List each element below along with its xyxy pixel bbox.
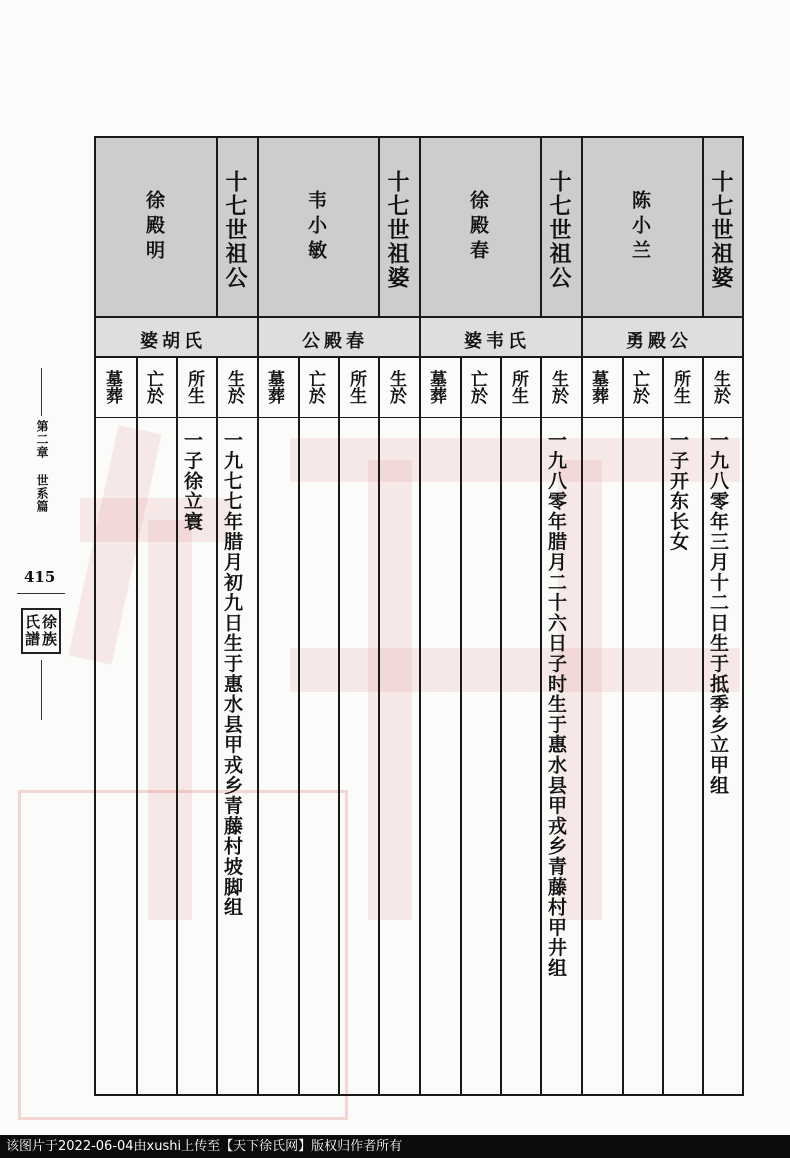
children-text: 一子徐立寰 xyxy=(181,430,203,532)
field-divider xyxy=(702,358,704,1094)
label-children: 所生 xyxy=(508,370,528,404)
label-buried: 墓葬 xyxy=(264,370,284,404)
side-rule-top xyxy=(41,368,42,416)
label-died: 亡於 xyxy=(467,370,487,404)
column-divider xyxy=(419,138,421,1094)
spouse-label: 勇殿公 xyxy=(626,331,692,352)
column-divider xyxy=(257,138,259,1094)
label-buried: 墓葬 xyxy=(588,370,608,404)
label-buried: 墓葬 xyxy=(426,370,446,404)
generation-title: 十七世祖公 xyxy=(546,170,571,290)
field-divider xyxy=(298,358,300,1094)
page-number: 415 xyxy=(24,568,56,586)
label-born: 生於 xyxy=(710,370,730,404)
field-divider xyxy=(378,358,380,1094)
label-buried: 墓葬 xyxy=(102,370,122,404)
spouse-label: 公殿春 xyxy=(302,331,368,352)
field-divider xyxy=(500,358,502,1094)
field-divider xyxy=(136,358,138,1094)
spouse-label: 婆胡氏 xyxy=(140,331,206,352)
field-divider xyxy=(216,358,218,1094)
header-divider xyxy=(540,138,542,318)
chapter-label: 第二章 世系篇 xyxy=(35,420,49,513)
label-born: 生於 xyxy=(548,370,568,404)
spouse-label: 婆韦氏 xyxy=(464,331,530,352)
column-divider xyxy=(581,138,583,1094)
field-divider xyxy=(622,358,624,1094)
born-text: 一九七七年腊月初九日生于惠水县甲戎乡青藤村坡脚组 xyxy=(221,430,243,918)
person-name: 徐殿春 xyxy=(467,190,489,265)
upload-notice: 该图片于2022-06-04由xushi上传至【天下徐氏网】版权归作者所有 xyxy=(0,1135,790,1158)
label-born: 生於 xyxy=(386,370,406,404)
side-rule-bottom xyxy=(41,660,42,720)
genealogy-logo: 氏 徐 譜 族 xyxy=(21,608,61,654)
generation-title: 十七世祖婆 xyxy=(384,170,409,290)
label-died: 亡於 xyxy=(629,370,649,404)
person-name: 韦小敏 xyxy=(305,190,327,265)
label-children: 所生 xyxy=(346,370,366,404)
label-children: 所生 xyxy=(670,370,690,404)
generation-title: 十七世祖公 xyxy=(222,170,247,290)
children-text: 一子开东长女 xyxy=(667,430,689,552)
label-died: 亡於 xyxy=(143,370,163,404)
generation-title: 十七世祖婆 xyxy=(708,170,733,290)
field-divider xyxy=(662,358,664,1094)
person-name: 徐殿明 xyxy=(143,190,165,265)
born-text: 一九八零年腊月二十六日子时生于惠水县甲戎乡青藤村甲井组 xyxy=(545,430,567,979)
field-divider xyxy=(540,358,542,1094)
genealogy-table xyxy=(94,136,744,1096)
header-divider xyxy=(378,138,380,318)
field-divider xyxy=(338,358,340,1094)
born-text: 一九八零年三月十二日生于抵季乡立甲组 xyxy=(707,430,729,796)
label-born: 生於 xyxy=(224,370,244,404)
person-name: 陈小兰 xyxy=(629,190,651,265)
side-divider xyxy=(17,593,65,594)
label-children: 所生 xyxy=(184,370,204,404)
header-divider xyxy=(702,138,704,318)
header-divider xyxy=(216,138,218,318)
field-divider xyxy=(460,358,462,1094)
field-divider xyxy=(176,358,178,1094)
label-died: 亡於 xyxy=(305,370,325,404)
